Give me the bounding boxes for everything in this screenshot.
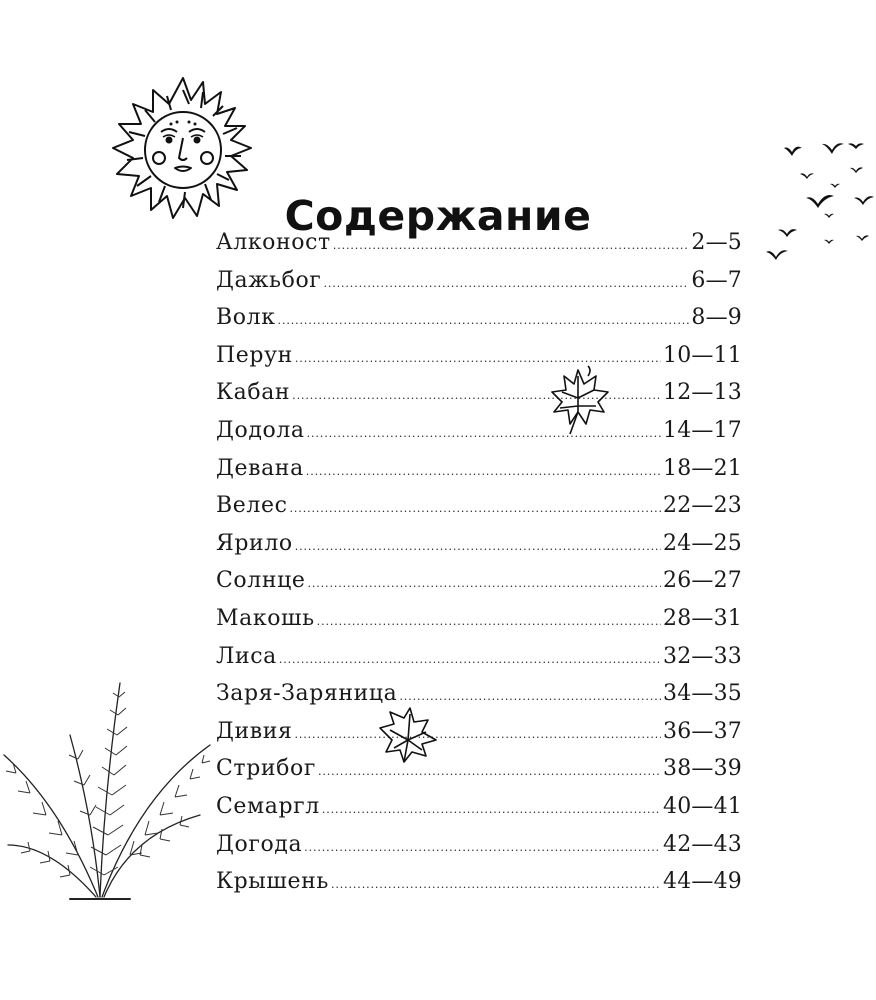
dot-leader	[322, 786, 661, 824]
toc-entry[interactable]	[216, 260, 742, 298]
toc-entry-title: Семаргл	[216, 793, 320, 819]
dot-leader	[317, 598, 661, 636]
dot-leader	[306, 448, 661, 486]
toc-entry-pages: 6—7	[691, 267, 742, 293]
toc-entry-title: Алконост	[216, 230, 331, 255]
toc-entry-title: Додола	[216, 417, 305, 443]
toc-entry[interactable]	[216, 636, 742, 674]
toc-entry-title: Крышень	[216, 869, 329, 895]
dot-leader	[278, 297, 690, 335]
toc-entry-pages: 34—35	[663, 681, 742, 707]
toc-entry-title: Девана	[216, 455, 304, 481]
toc-entry[interactable]	[216, 824, 742, 862]
toc-entry-title: Велес	[216, 493, 288, 519]
toc-entry-pages: 36—37	[663, 718, 742, 744]
dot-leader	[333, 222, 690, 260]
dot-leader	[318, 748, 661, 786]
toc-entry[interactable]	[216, 560, 742, 598]
toc-entry[interactable]	[216, 523, 742, 561]
toc-entry-title: Волк	[216, 305, 276, 331]
toc-entry[interactable]	[216, 673, 742, 711]
toc-entry[interactable]	[216, 410, 742, 448]
toc-entry-title: Лиса	[216, 643, 277, 669]
dot-leader	[295, 523, 661, 561]
table-of-contents	[216, 222, 742, 899]
toc-entry[interactable]	[216, 786, 742, 824]
dot-leader	[295, 335, 661, 373]
toc-entry-title: Догода	[216, 831, 303, 857]
toc-entry[interactable]	[216, 485, 742, 523]
fern-icon	[0, 675, 215, 905]
toc-entry-pages: 18—21	[663, 455, 742, 481]
toc-entry-pages: 40—41	[663, 793, 742, 819]
toc-entry-title: Макошь	[216, 605, 315, 631]
dot-leader	[279, 636, 661, 674]
toc-entry[interactable]	[216, 861, 742, 899]
toc-entry-pages: 42—43	[663, 831, 742, 857]
toc-entry-pages: 44—49	[663, 869, 742, 895]
toc-entry-pages: 10—11	[663, 342, 742, 368]
toc-entry[interactable]	[216, 372, 742, 410]
toc-entry-pages: 14—17	[663, 417, 742, 443]
toc-entry-title: Дажьбог	[216, 267, 322, 293]
dot-leader	[290, 485, 661, 523]
page-title: Содержание	[284, 192, 592, 241]
toc-entry[interactable]	[216, 335, 742, 373]
dot-leader	[307, 560, 661, 598]
toc-entry[interactable]	[216, 297, 742, 335]
toc-entry[interactable]	[216, 222, 742, 260]
toc-entry-title: Заря-Заряница	[216, 681, 398, 707]
toc-entry-title: Перун	[216, 342, 293, 368]
toc-entry-pages: 22—23	[663, 493, 742, 519]
toc-entry[interactable]	[216, 711, 742, 749]
toc-entry-pages: 12—13	[663, 380, 742, 406]
toc-entry-title: Дивия	[216, 718, 293, 744]
dot-leader	[304, 824, 661, 862]
dot-leader	[323, 260, 689, 298]
toc-entry-title: Кабан	[216, 380, 291, 406]
toc-entry[interactable]	[216, 748, 742, 786]
toc-entry-title: Солнце	[216, 568, 306, 594]
toc-entry-pages: 24—25	[663, 530, 742, 556]
toc-entry-pages: 2—5	[691, 230, 742, 255]
dot-leader	[292, 372, 661, 410]
toc-entry-pages: 32—33	[663, 643, 742, 669]
dot-leader	[294, 711, 661, 749]
toc-entry[interactable]	[216, 448, 742, 486]
dot-leader	[399, 673, 661, 711]
toc-entry-pages: 8—9	[691, 305, 742, 331]
dot-leader	[331, 861, 661, 899]
toc-entry-title: Ярило	[216, 530, 293, 556]
toc-entry-title: Стрибог	[216, 756, 316, 782]
toc-entry[interactable]	[216, 598, 742, 636]
toc-entry-pages: 38—39	[663, 756, 742, 782]
toc-entry-pages: 26—27	[663, 568, 742, 594]
toc-entry-pages: 28—31	[663, 605, 742, 631]
dot-leader	[307, 410, 661, 448]
